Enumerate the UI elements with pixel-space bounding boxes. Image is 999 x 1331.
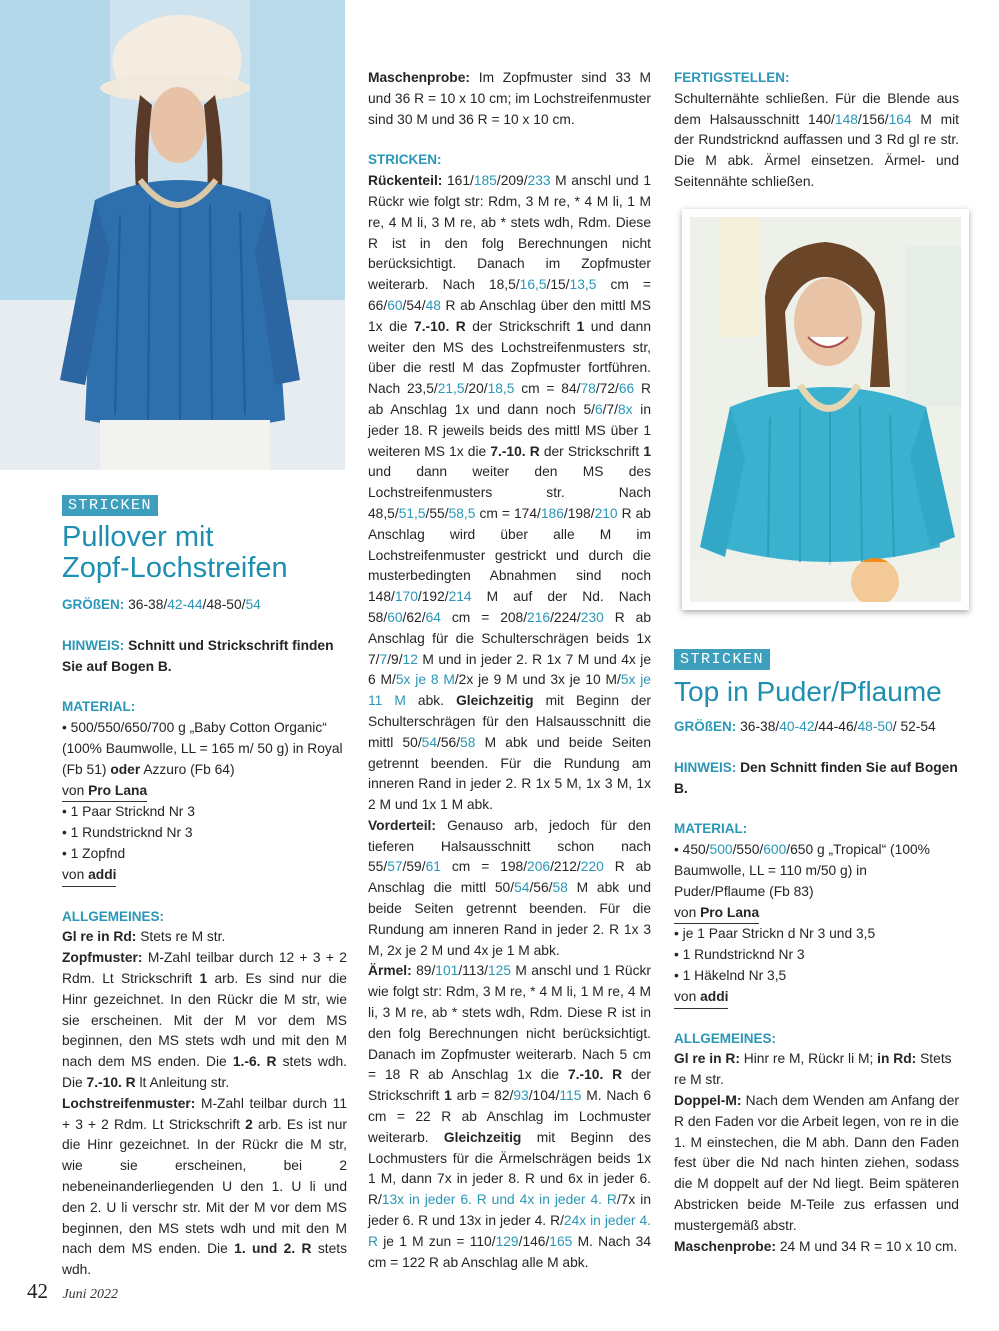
text-segment: /56/ xyxy=(437,734,461,750)
text-segment: R ab Anschlag 1x und dann noch 5/ xyxy=(368,381,651,417)
text-segment: 1 xyxy=(444,1088,452,1104)
text-segment: /56/ xyxy=(529,880,553,896)
column-3-bottom xyxy=(674,717,959,1257)
article-title: Top in Puder/Pflaume xyxy=(674,676,942,707)
text-segment: 6 xyxy=(594,401,603,417)
tool-item: • 1 Rundstricknd Nr 3 xyxy=(674,947,805,963)
text-segment: 36-38/ xyxy=(740,719,780,734)
text-segment: /192/ xyxy=(417,589,449,605)
text-segment: 5x je 8 M xyxy=(395,672,455,688)
aermel: Ärmel: 89/101/113/125 M anschl und 1 Rückr wie folgt str: Rdm, 3 M re, * 4 M li, 1 M re, 4 M li, 3 M re, ab * stets wdh, Rdm. Diese R ist in den folg Berechnungen nicht berücksichtigt. Danach im Zopfmuster weiterarb. Nach 5 cm = 18 R ab Anschlag 1x die 7.-10. R der Strickschrift 1 arb = 82/93/104/115 M. Nach 6 cm = 22 R ab Anschlag im Lochmuster weiterarb. Gleichzeitig mit Beginn des Lochmusters für die Ärmelschrägen beids 1x 1 M, dann 7x in jeder 8. R und 6x in jeder 6. R/13x in jeder 6. R und 4x in jeder 4. R/7x in jeder 6. R und 13x in jeder 4. R/24x in jeder 4. R je 1 M zun = 110/129/146/165 M. Nach 34 cm = 122 R ab Anschlag alle M abk. xyxy=(368,963,651,1270)
text-segment: M abk und beide Seiten getrennt beenden. Für die Rundung am inneren Rand in jeder 2. R 1x 3 M, 2x je 2 M und 4x je 1 M abk. xyxy=(368,880,651,958)
text-segment: 12 xyxy=(402,651,418,667)
text-segment: /550/ xyxy=(732,842,764,858)
stricken-heading: STRICKEN: xyxy=(368,152,442,168)
vorderteil: Vorderteil: Genauso arb, jedoch für den tieferen Halsausschnitt schon nach 55/57/59/61 cm = 198/206/212/220 R ab Anschlag die mittl 50/54/56/58 M abk und beide Seiten getrennt beenden. Für die Rundung am inneren Rand in jeder 2. R 1x 3 M, 2x je 2 M und 4x je 1 M abk. xyxy=(368,817,651,958)
text-segment: /104/ xyxy=(528,1088,560,1104)
text-segment: 64 xyxy=(425,609,441,625)
text-segment: 48-50 xyxy=(857,719,893,734)
material-heading: MATERIAL: xyxy=(674,821,748,837)
column-3-top xyxy=(674,68,959,193)
text-segment: /156/ xyxy=(857,111,889,127)
tool-item: • 1 Paar Stricknd Nr 3 xyxy=(62,804,195,820)
text-segment: M und in jeder 2. R 1x 7 M und 4x je 6 M/ xyxy=(368,651,651,688)
text-segment: je 1 M zun = 110/ xyxy=(377,1233,496,1249)
photo-top xyxy=(690,217,961,602)
text-segment: cm = 208/ xyxy=(440,609,528,625)
lochstreifenmuster: Lochstreifenmuster: M-Zahl teilbar durch 11 + 3 + 2 Rdm. Lt Strickschrift 2 arb. Es ist nur die Hinr gezeichnet. In der Rückr die M str, wie sie erscheinen, bei 2 nebeneinanderliegenden U den 1. U li und den 2. U li verschr str. Mit der M vor dem MS beginnen, den MS stets wdh und mit den M nach dem MS enden. Die 1. und 2. R stets wdh. xyxy=(62,1095,347,1278)
text-segment: R ab Anschlag für die Schulterschrägen beids 1x 7/ xyxy=(368,609,651,667)
text-segment: cm = 66/ xyxy=(368,277,651,313)
tools-brand: von addi xyxy=(674,987,728,1009)
text-segment: 89/ xyxy=(416,963,436,979)
text-segment: in jeder 18. R jeweils beids des mittl MS über 1 weiteren MS 1x die xyxy=(368,401,651,459)
text-segment: cm = 198/ xyxy=(440,859,528,875)
text-segment: 16,5 xyxy=(519,277,547,293)
text-segment: 210 xyxy=(594,505,618,521)
text-segment: 164 xyxy=(888,111,912,127)
text-segment: arb = 82/ xyxy=(451,1088,514,1104)
text-segment: Schulternähte schließen. Für die Blende aus dem Halsausschnitt 140/ xyxy=(674,90,959,127)
section-tag: STRICKEN xyxy=(62,495,158,516)
text-segment: 8x xyxy=(618,401,633,417)
text-segment: /146/ xyxy=(518,1233,550,1249)
text-segment: R ab Anschlag über den mittl MS 1x die xyxy=(368,297,651,334)
text-segment: cm = 84/ xyxy=(514,381,581,397)
text-segment: /62/ xyxy=(402,609,426,625)
tool-item: • 1 Häkelnd Nr 3,5 xyxy=(674,967,787,983)
text-segment: cm = 174/ xyxy=(475,505,541,521)
text-segment: 51,5 xyxy=(398,505,426,521)
text-segment: /7x in jeder 6. R und 13x in jeder 4. R/ xyxy=(368,1192,651,1229)
text-segment: /15/ xyxy=(546,277,570,293)
column-2 xyxy=(368,68,651,1273)
text-segment: der Strickschrift xyxy=(539,443,644,459)
zopfmuster: Zopfmuster: M-Zahl teilbar durch 12 + 3 + 2 Rdm. Lt Strickschrift 1 arb. Es sind nur die Hinr gezeichnet. In den Rückr die M str, wie sie erscheinen. Mit der M vor dem MS beginnen, den MS stets wdh und mit den M nach dem MS enden. Die 1.-6. R stets wdh. Die 7.-10. R lt Anleitung str. xyxy=(62,950,347,1090)
text-segment: 61 xyxy=(425,859,441,875)
page-footer xyxy=(27,1279,118,1304)
photo-top-illustration xyxy=(690,217,961,602)
text-segment: der Strickschrift xyxy=(368,1067,651,1104)
text-segment: 21,5 xyxy=(437,381,465,397)
material-text: • 500/550/650/700 g „Baby Cotton Organic“ (100% Baumwolle, LL = 165 m/ 50 g) in Royal (Fb 51) oder Azzuro (Fb 64) xyxy=(62,720,343,777)
text-segment: mit Beginn des Lochmusters für die Ärmelschrägen beids 1x 1 M, dann 7x in jeder 8. R und 6x in jeder 6. R/ xyxy=(368,1129,651,1208)
text-segment: /7/ xyxy=(602,401,619,417)
text-segment: 600 xyxy=(763,842,787,858)
text-segment: R ab Anschlag die mittl 50/ xyxy=(368,859,651,896)
text-segment: und dann weiter den MS des Lochstreifenmusters str, über die restl M das Zopfmuster fortführen. Nach 23,5/ xyxy=(368,318,651,397)
photo-top-frame xyxy=(682,209,969,610)
text-segment: und dann weiter den MS des Lochstreifenmusters str. Nach 48,5/ xyxy=(368,464,651,521)
text-segment: 148 xyxy=(834,111,858,127)
text-segment: /20/ xyxy=(464,381,488,397)
text-segment: /55/ xyxy=(425,505,449,521)
allgemeines-heading: ALLGEMEINES: xyxy=(62,908,165,924)
text-segment: 161/ xyxy=(446,173,474,189)
tool-item: • 1 Rundstricknd Nr 3 xyxy=(62,825,193,841)
material-heading: MATERIAL: xyxy=(62,699,136,715)
text-segment: 24x in jeder 4. R xyxy=(368,1213,651,1249)
text-segment: 220 xyxy=(580,859,604,875)
text-segment: 129 xyxy=(495,1233,519,1249)
text-segment: M. Nach 34 cm = 122 R ab Anschlag alle M abk. xyxy=(368,1233,651,1270)
text-segment: 165 xyxy=(549,1233,573,1249)
text-segment: 500 xyxy=(709,842,733,858)
text-segment: 58 xyxy=(552,880,568,896)
text-segment: mit Beginn der Schulterschrägen für den Halsausschnitt die mittl 50/ xyxy=(368,693,651,750)
fertigstellen-heading: FERTIGSTELLEN: xyxy=(674,70,790,85)
text-segment: M auf der Nd. Nach 58/ xyxy=(368,589,651,625)
text-segment: 18,5 xyxy=(487,381,515,397)
text-segment: 93 xyxy=(513,1088,529,1104)
fertigstellen-text xyxy=(674,89,959,193)
text-segment: 115 xyxy=(559,1088,582,1104)
text-segment: 58,5 xyxy=(448,505,476,521)
text-segment: M mit der Rundstricknd auffassen und 3 Rd gl re str. Die M abk. Ärmel einsetzen. Ärmel- und Seitennähte schließen. xyxy=(674,111,959,189)
text-segment: 1 xyxy=(576,318,585,334)
gl-re: Gl re in R: Hinr re M, Rückr li M; in Rd: Stets re M str. xyxy=(674,1051,952,1088)
article-title: Pullover mit Zopf-Lochstreifen xyxy=(62,521,288,584)
text-segment: 13,5 xyxy=(569,277,597,293)
column-1 xyxy=(62,595,347,1281)
text-segment: /113/ xyxy=(458,963,488,979)
text-segment: 216 xyxy=(527,609,551,625)
text-segment: R ab Anschlag wird über alle M im Lochstreifenmuster gestrickt und durch die musterbedingten Abnahmen sind noch 148/ xyxy=(368,505,651,605)
text-segment: 13x in jeder 6. R und 4x in jeder 4. R xyxy=(381,1192,617,1208)
allgemeines-heading: ALLGEMEINES: xyxy=(674,1030,777,1046)
text-segment: 54 xyxy=(514,880,530,896)
rueckenteil: Rückenteil: 161/185/209/233 M anschl und 1 Rückr wie folgt str: Rdm, 3 M re, * 4 M li, 1 M re, 4 M li, 3 M re, ab * stets wdh, Rdm. Diese R ist in den folg Berechnungen nicht berücksichtigt. Danach im Zopfmuster weiterarb. Nach 18,5/16,5/15/13,5 cm = 66/60/54/48 R ab Anschlag über den mittl MS 1x die 7.-10. R der Strickschrift 1 und dann weiter den MS des Lochstreifenmusters str, über die restl M das Zopfmuster fortführen. Nach 23,5/21,5/20/18,5 cm = 84/78/72/66 R ab Anschlag 1x und dann noch 5/6/7/8x in jeder 18. R jeweils beids des mittl MS über 1 weiteren MS 1x die 7.-10. R der Strickschrift 1 und dann weiter den MS des Lochstreifenmusters str. Nach 48,5/51,5/55/58,5 cm = 174/186/198/210 R ab Anschlag wird über alle M im Lochstreifenmuster gestrickt und durch die musterbedingten Abnahmen sind noch 148/170/192/214 M auf der Nd. Nach 58/60/62/64 cm = 208/216/224/230 R ab Anschlag für die Schulterschrägen beids 1x 7/7/9/12 M und in jeder 2. R 1x 7 M und 4x je 6 M/5x je 8 M/2x je 9 M und 3x je 10 M/5x je 11 M abk. Gleichzeitig mit Beginn der Schulterschrägen für den Halsausschnitt die mittl 50/54/56/58 M abk und beide Seiten getrennt beenden. Für die Rundung am inneren Rand in jeder 2. R 1x 5 M, 1x 3 M, 1x 2 M und 1x 1 M abk. xyxy=(368,173,651,813)
text-segment: 48 xyxy=(425,297,441,313)
text-segment: 101 xyxy=(435,963,459,979)
material-brand: von Pro Lana xyxy=(674,903,759,925)
doppel-m: Doppel-M: Nach dem Wenden am Anfang der R den Faden vor die Arbeit legen, von re in die 1. M einstechen, die M abh. Dann den Faden fest über die Nd nach hinten ziehen, sodass die M doppelt auf der Nd liegt. Beim späteren Abstricken beide M-Teile zus erfassen und mustergemäß abstr. xyxy=(674,1092,959,1233)
text-segment: / 52-54 xyxy=(892,719,936,734)
text-segment: /224/ xyxy=(550,609,581,625)
maschenprobe: Maschenprobe: Im Zopfmuster sind 33 M und 36 R = 10 x 10 cm; im Lochstreifenmuster sind 30 M und 36 R = 10 x 10 cm. xyxy=(368,70,651,127)
text-segment: 230 xyxy=(580,609,604,625)
text-segment: 206 xyxy=(527,859,551,875)
photo-pullover xyxy=(0,0,345,470)
tools-brand: von addi xyxy=(62,865,116,887)
text-segment: 1 xyxy=(643,443,651,459)
text-segment: Genauso arb, jedoch für den tieferen Halsausschnitt schon nach 55/ xyxy=(368,817,651,875)
article-pullover xyxy=(62,495,347,584)
page-number: 42 xyxy=(27,1279,48,1303)
tool-item: • 1 Zopfnd xyxy=(62,845,126,861)
text-segment: 60 xyxy=(387,609,403,625)
text-segment: /2x je 9 M und 3x je 10 M/ xyxy=(454,672,621,688)
text-segment: M abk und beide Seiten getrennt beenden. Für die Rundung am inneren Rand in jeder 2. R 1x 5 M, 1x 3 M, 1x 2 M und 1x 1 M abk. xyxy=(368,734,651,813)
text-segment: 7.-10. R xyxy=(568,1067,623,1083)
text-segment: 7 xyxy=(379,651,388,667)
text-segment: 214 xyxy=(448,589,472,605)
text-segment: der Strickschrift xyxy=(465,318,577,334)
text-segment: 7.-10. R xyxy=(414,318,466,334)
text-segment: M. Nach 6 cm = 22 R ab Anschlag im Lochmuster weiterarb. xyxy=(368,1088,651,1145)
text-segment: /54/ xyxy=(402,297,426,313)
hinweis: HINWEIS: Schnitt und Strickschrift finden Sie auf Bogen B. xyxy=(62,637,334,674)
text-segment: 60 xyxy=(387,297,403,313)
text-segment: M anschl und 1 Rückr wie folgt str: Rdm, 3 M re, * 4 M li, 1 M re, 4 M li, 3 M re, ab * stets wdh, Rdm. Diese R ist in den folg Berechnungen nicht berücksichtigt. Danach im Zopfmuster weiterarb. Nach 5 cm = 18 R ab Anschlag 1x die xyxy=(368,963,651,1083)
text-segment: /198/ xyxy=(563,505,595,521)
text-segment: /44-46/ xyxy=(814,719,858,734)
text-segment: 57 xyxy=(387,859,403,875)
text-segment: /59/ xyxy=(402,859,426,875)
text-segment: 125 xyxy=(487,963,512,979)
text-segment: 66 xyxy=(618,381,635,397)
text-segment: /72/ xyxy=(595,381,619,397)
text-segment: Gleichzeitig xyxy=(443,1129,522,1145)
material-text xyxy=(674,840,959,902)
text-segment: 5x je 11 M xyxy=(368,672,651,709)
sizes: GRÖßEN: 36-38/42-44/48-50/54 xyxy=(62,597,261,612)
maschenprobe: Maschenprobe: 24 M und 34 R = 10 x 10 cm. xyxy=(674,1238,958,1254)
text-segment: 40-42 xyxy=(779,719,815,734)
text-segment: abk. xyxy=(405,693,457,709)
text-segment: 58 xyxy=(460,734,476,750)
text-segment: 78 xyxy=(580,381,596,397)
text-segment: Gleichzeitig xyxy=(456,693,534,709)
text-segment: 7.-10. R xyxy=(490,443,540,459)
text-segment: 185 xyxy=(473,173,497,189)
text-segment: 54 xyxy=(421,734,438,750)
issue-date: Juni 2022 xyxy=(62,1287,119,1302)
text-segment: /650 g „Tropical“ (100% Baumwolle, LL = 110 m/50 g) in Puder/Pflaume (Fb 83) xyxy=(674,842,930,899)
text-segment: /209/ xyxy=(496,173,528,189)
sizes: GRÖßEN: 36-38/40-42/44-46/48-50/ 52-54 xyxy=(674,719,936,734)
text-segment: /212/ xyxy=(550,859,581,875)
text-segment: /9/ xyxy=(387,651,403,667)
text-segment: • 450/ xyxy=(674,842,710,858)
text-segment: 233 xyxy=(527,173,551,189)
hinweis: HINWEIS: Den Schnitt finden Sie auf Bogen B. xyxy=(674,759,958,796)
section-tag: STRICKEN xyxy=(674,649,770,670)
gl-re: Gl re in Rd: Stets re M str. xyxy=(62,929,226,945)
tool-item: • je 1 Paar Strickn d Nr 3 und 3,5 xyxy=(674,926,876,942)
text-segment: M anschl und 1 Rückr wie folgt str: Rdm, 3 M re, * 4 M li, 1 M re, 4 M li, 3 M re, ab * stets wdh, Rdm. Diese R ist in den folg Berechnungen nicht berücksichtigt. Danach im Zopfmuster weiterarb. Nach 18,5/ xyxy=(368,173,651,293)
text-segment: 170 xyxy=(394,589,418,605)
photo-pullover-illustration xyxy=(0,0,345,470)
material-brand: von Pro Lana xyxy=(62,781,147,803)
text-segment: 186 xyxy=(540,505,564,521)
article-top xyxy=(674,649,964,707)
